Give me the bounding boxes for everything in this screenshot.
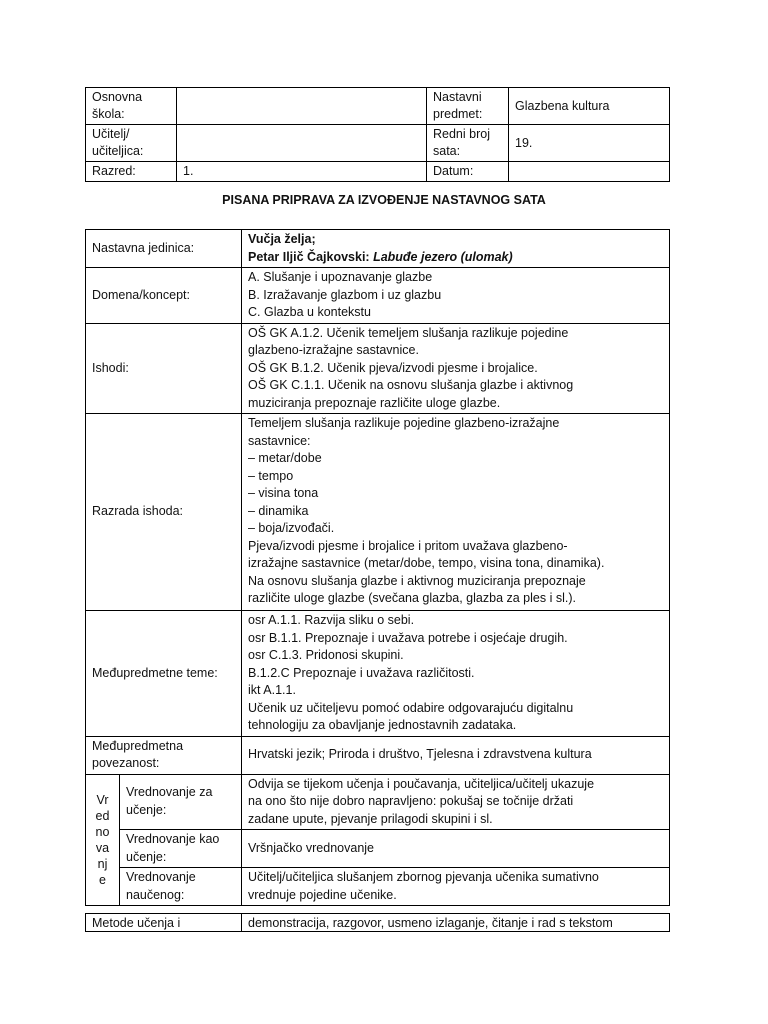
elaboration-label: Razrada ishoda: <box>86 414 242 611</box>
outcomes-label: Ishodi: <box>86 323 242 414</box>
assessment-as-learning-label: Vrednovanje kao učenje: <box>120 830 242 868</box>
unit-line-2 <box>248 249 663 267</box>
assessment-vertical-part: e <box>99 872 106 887</box>
correlation-value: Hrvatski jezik; Priroda i društvo, Tjelesna i zdravstvena kultura <box>242 736 670 774</box>
assessment-for-learning-label: Vrednovanje za učenje: <box>120 774 242 830</box>
domain-line: B. Izražavanje glazbom i uz glazbu <box>248 287 442 302</box>
page-title: PISANA PRIPRAVA ZA IZVOĐENJE NASTAVNOG SATA <box>222 193 546 207</box>
outcomes-line: OŠ GK B.1.2. Učenik pjeva/izvodi pjesme i brojalice. <box>248 360 538 375</box>
elaboration-line: izražajne sastavnice (metar/dobe, tempo, visina tona, dinamika). <box>248 556 605 570</box>
assessment-vertical-part: ed <box>95 808 110 823</box>
cross-topics-line: Učenik uz učiteljevu pomoć odabire odgovarajuću digitalnu <box>248 700 574 715</box>
outcomes-line: OŠ GK C.1.1. Učenik na osnovu slušanja glazbe i aktivnog <box>248 378 574 392</box>
assessment-of-learning-label: Vrednovanje naučenog: <box>120 868 242 906</box>
outcomes-value <box>242 323 670 414</box>
assessment-for-learning-value <box>242 774 670 830</box>
correlation-label: Međupredmetna povezanost: <box>86 736 242 774</box>
assessment-vertical-part: Vr <box>96 792 109 807</box>
unit-label: Nastavna jedinica: <box>86 230 242 268</box>
cross-topics-value <box>242 611 670 737</box>
assessment-vertical-part: va <box>95 840 110 855</box>
assessment-line: Odvija se tijekom učenja i poučavanja, učiteljica/učitelj ukazuje <box>248 776 595 791</box>
assessment-line: vrednuje pojedine učenike. <box>248 887 397 902</box>
teacher-value <box>177 125 427 162</box>
elaboration-line: Temeljem slušanja razlikuje pojedine glazbeno-izražajne <box>248 416 560 430</box>
elaboration-line: Na osnovu slušanja glazbe i aktivnog muziciranja prepoznaje <box>248 573 586 588</box>
assessment-of-learning-value <box>242 868 670 906</box>
assessment-vertical-part: no <box>95 824 110 839</box>
header-table <box>85 87 670 182</box>
assessment-line: zadane upute, pjevanje prilagodi skupini i sl. <box>248 811 493 826</box>
elaboration-value <box>242 414 670 611</box>
outcomes-line: glazbeno-izražajne sastavnice. <box>248 343 419 357</box>
cross-topics-line: B.1.2.C Prepoznaje i uvažava različitosti. <box>248 665 475 680</box>
assessment-vertical-label <box>86 774 120 906</box>
methods-label: Metode učenja i <box>86 914 242 932</box>
unit-work: Labuđe jezero (ulomak) <box>373 249 513 264</box>
subject-value: Glazbena kultura <box>509 88 670 125</box>
cross-topics-line: osr C.1.3. Pridonosi skupini. <box>248 648 404 662</box>
methods-value: demonstracija, razgovor, usmeno izlaganje, čitanje i rad s tekstom <box>242 914 670 932</box>
unit-value <box>242 230 670 268</box>
elaboration-line: – tempo <box>248 468 294 483</box>
lesson-number-value: 19. <box>509 125 670 162</box>
subject-label: Nastavni predmet: <box>427 88 509 125</box>
grade-label: Razred: <box>86 162 177 182</box>
elaboration-line: različite uloge glazbe (svečana glazba, glazba za ples i sl.). <box>248 591 576 605</box>
date-label: Datum: <box>427 162 509 182</box>
assessment-vertical-part: nj <box>97 856 108 871</box>
elaboration-line: – boja/izvođači. <box>248 521 335 535</box>
outcomes-line: OŠ GK A.1.2. Učenik temeljem slušanja razlikuje pojedine <box>248 325 569 340</box>
outcomes-line: muziciranja prepoznaje različite uloge glazbe. <box>248 395 501 410</box>
domain-line: C. Glazba u kontekstu <box>248 305 371 319</box>
elaboration-line: – visina tona <box>248 486 319 500</box>
lesson-plan-table <box>85 229 670 906</box>
school-value <box>177 88 427 125</box>
cross-topics-line: osr A.1.1. Razvija sliku o sebi. <box>248 613 415 627</box>
elaboration-line: Pjeva/izvodi pjesme i brojalice i pritom uvažava glazbeno- <box>248 538 568 553</box>
cross-topics-line: osr B.1.1. Prepoznaje i uvažava potrebe i osjećaje drugih. <box>248 630 568 645</box>
methods-table <box>85 913 670 932</box>
elaboration-line: – dinamika <box>248 503 309 518</box>
assessment-line: Učitelj/učiteljica slušanjem zbornog pjevanja učenika sumativno <box>248 870 599 884</box>
lesson-number-label: Redni broj sata: <box>427 125 509 162</box>
domain-line: A. Slušanje i upoznavanje glazbe <box>248 270 433 284</box>
cross-topics-label: Međupredmetne teme: <box>86 611 242 737</box>
elaboration-line: sastavnice: <box>248 433 311 448</box>
date-value <box>509 162 670 182</box>
unit-line-1: Vučja želja; <box>248 232 316 246</box>
domain-label: Domena/koncept: <box>86 268 242 324</box>
unit-composer: Petar Iljič Čajkovski: <box>248 249 374 264</box>
grade-value: 1. <box>177 162 427 182</box>
cross-topics-line: ikt A.1.1. <box>248 683 296 697</box>
domain-value <box>242 268 670 324</box>
teacher-label: Učitelj/ učiteljica: <box>86 125 177 162</box>
cross-topics-line: tehnologiju za obavljanje jednostavnih zadataka. <box>248 718 517 732</box>
assessment-as-learning-value: Vršnjačko vrednovanje <box>242 830 670 868</box>
assessment-line: na ono što nije dobro napravljeno: pokušaj se točnije držati <box>248 794 574 808</box>
school-label: Osnovna škola: <box>86 88 177 125</box>
elaboration-line: – metar/dobe <box>248 451 322 465</box>
